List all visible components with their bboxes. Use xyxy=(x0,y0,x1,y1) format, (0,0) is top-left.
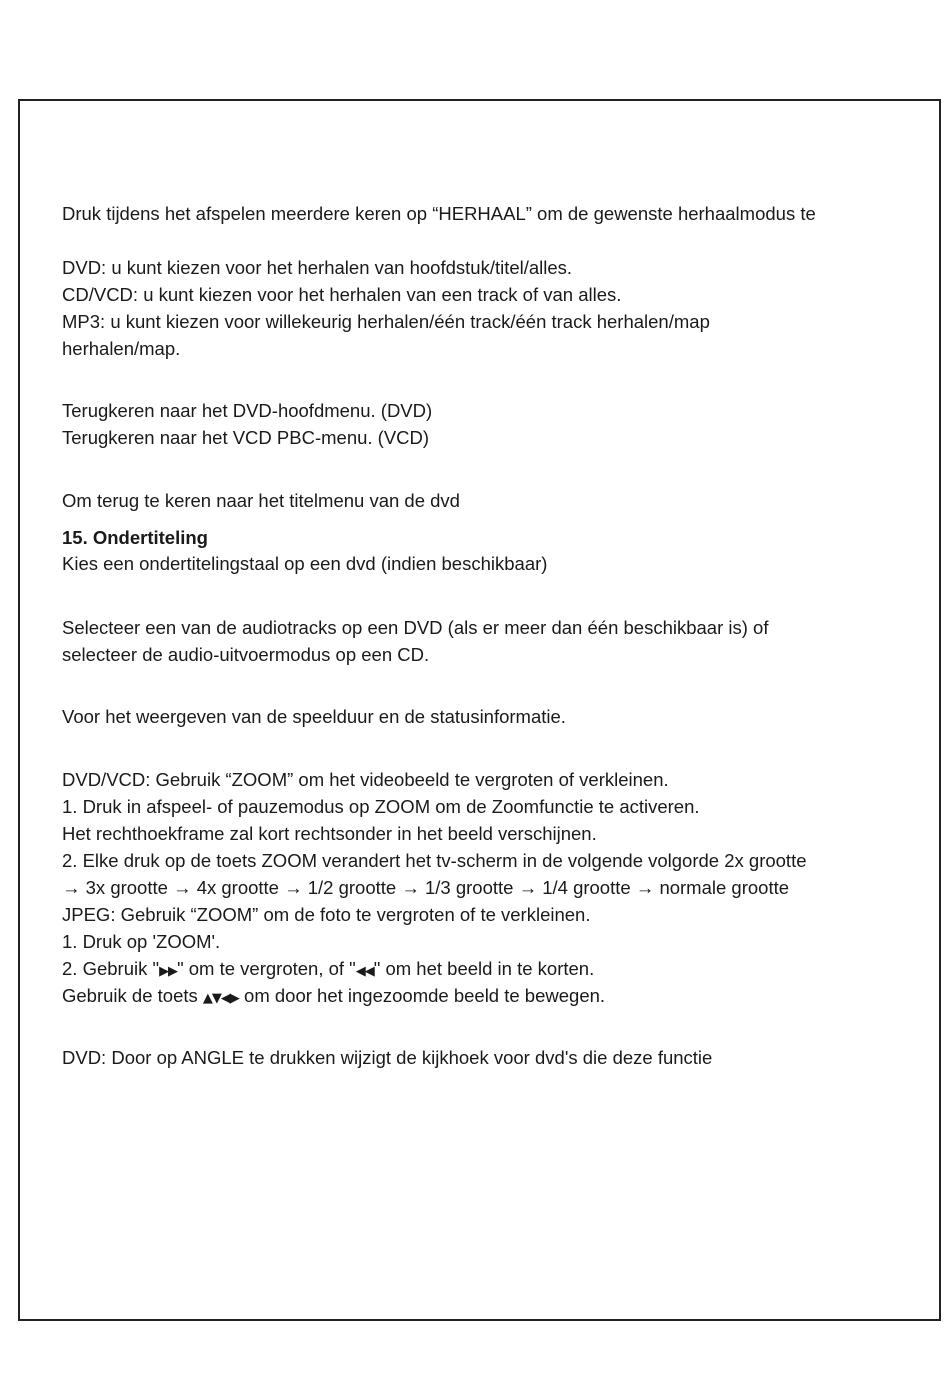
repeat-intro: Druk tijdens het afspelen meerdere keren op “HERHAAL” om de gewenste herhaalmodus te xyxy=(62,203,816,224)
repeat-dvd: DVD: u kunt kiezen voor het herhalen van hoofdstuk/titel/alles. xyxy=(62,257,573,278)
return-vcd-menu: Terugkeren naar het VCD PBC-menu. (VCD) xyxy=(62,427,430,448)
return-dvd-menu: Terugkeren naar het DVD-hoofdmenu. (DVD) xyxy=(62,400,433,421)
rewind-icon: ◀◀ xyxy=(355,964,374,979)
repeat-cdvcd: CD/VCD: u kunt kiezen voor het herhalen van een track of van alles. xyxy=(62,284,622,305)
jpeg-step-1: 1. Druk op 'ZOOM'. xyxy=(62,931,221,952)
zoom-step-2: 2. Elke druk op de toets ZOOM verandert het tv-scherm in de volgende volgorde 2x grootte xyxy=(62,850,807,871)
fast-forward-icon: ▶▶ xyxy=(159,964,178,979)
jpeg-step-2-before: 2. Gebruik " xyxy=(62,958,160,979)
arrow-keys-after: om door het ingezoomde beeld te bewegen. xyxy=(238,985,606,1006)
jpeg-step-2-after: " om het beeld in te korten. xyxy=(373,958,595,979)
zoom-sequence: → 3x grootte → 4x grootte → 1/2 grootte → 1/3 grootte → 1/4 grootte → normale grootte xyxy=(62,877,790,898)
audio-text-cont: selecteer de audio-uitvoermodus op een CD. xyxy=(62,644,430,665)
angle-text: DVD: Door op ANGLE te drukken wijzigt de kijkhoek voor dvd's die deze functie xyxy=(62,1047,713,1068)
repeat-mp3-cont: herhalen/map. xyxy=(62,338,181,359)
title-menu-text: Om terug te keren naar het titelmenu van de dvd xyxy=(62,490,460,511)
zoom-intro: DVD/VCD: Gebruik “ZOOM” om het videobeeld te vergroten of verkleinen. xyxy=(62,769,669,790)
jpeg-step-2-middle: " om te vergroten, of " xyxy=(177,958,356,979)
zoom-frame-text: Het rechthoekframe zal kort rechtsonder in het beeld verschijnen. xyxy=(62,823,597,844)
arrow-keys-before: Gebruik de toets xyxy=(62,985,203,1006)
jpeg-step-2 xyxy=(62,958,594,983)
display-text: Voor het weergeven van de speelduur en de statusinformatie. xyxy=(62,706,566,727)
subtitle-text: Kies een ondertitelingstaal op een dvd (indien beschikbaar) xyxy=(62,553,548,574)
repeat-mp3: MP3: u kunt kiezen voor willekeurig herhalen/één track/één track herhalen/map xyxy=(62,311,710,332)
subtitle-heading: 15. Ondertiteling xyxy=(62,527,208,548)
arrow-keys-line xyxy=(62,985,605,1010)
jpeg-zoom-intro: JPEG: Gebruik “ZOOM” om de foto te vergroten of te verkleinen. xyxy=(62,904,591,925)
zoom-step-1: 1. Druk in afspeel- of pauzemodus op ZOOM om de Zoomfunctie te activeren. xyxy=(62,796,700,817)
audio-text: Selecteer een van de audiotracks op een DVD (als er meer dan één beschikbaar is) of xyxy=(62,617,769,638)
arrow-keys-icon: ▲▼◀▶ xyxy=(202,991,239,1006)
